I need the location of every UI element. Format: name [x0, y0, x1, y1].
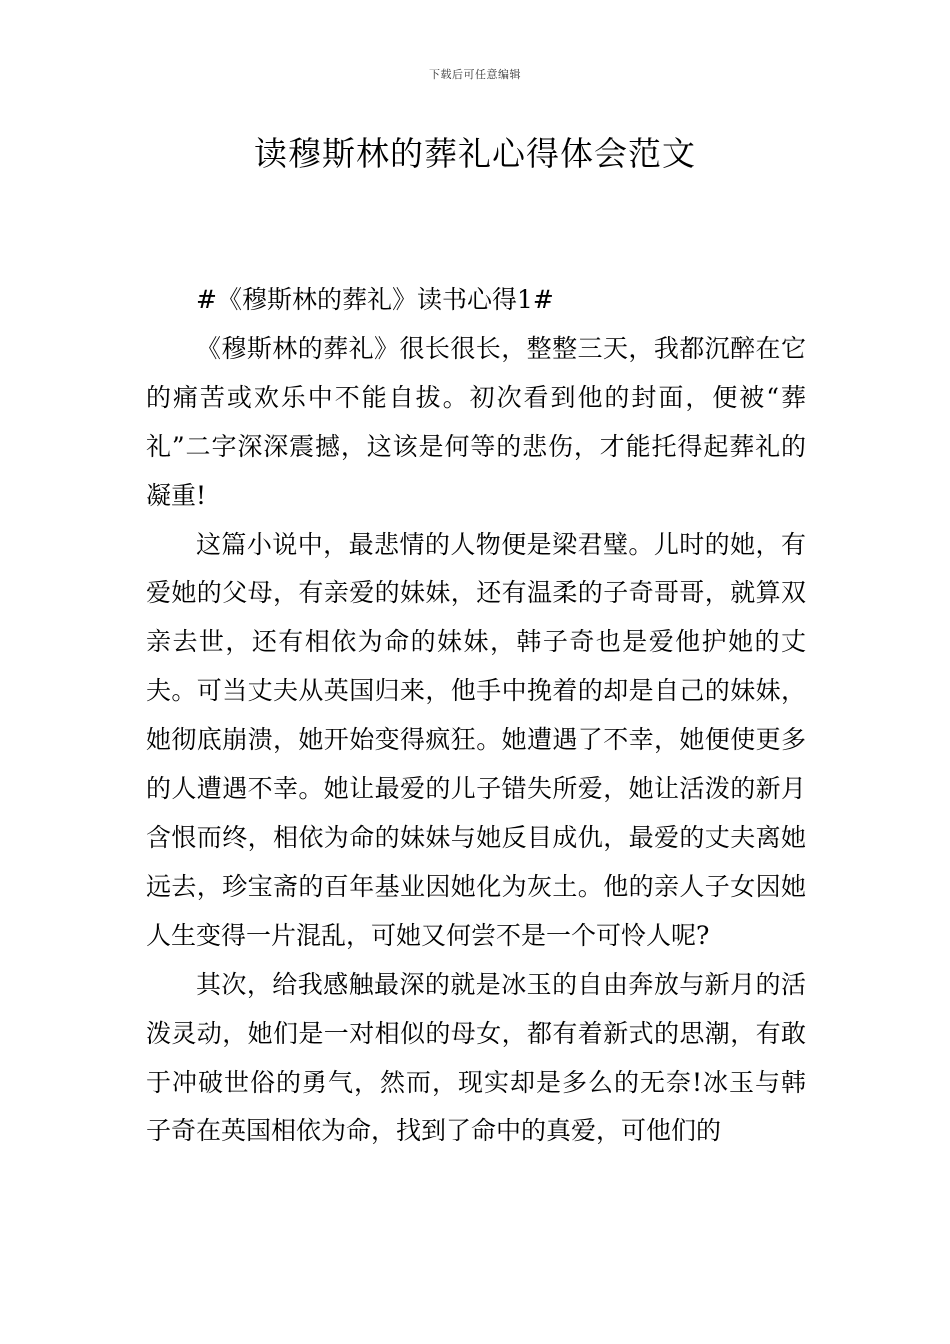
document-title: 读穆斯林的葬礼心得体会范文 — [254, 134, 696, 173]
paragraph: 其次，给我感触最深的就是冰玉的自由奔放与新月的活泼灵动，她们是一对相似的母女，都有着新式的思潮，有敢于冲破世俗的勇气，然而，现实却是多么的无奈!冰玉与韩子奇在英国相依为命，找到了命中的真爱，可他们的 — [146, 969, 806, 1146]
section-heading: #《穆斯林的葬礼》读书心得1# — [196, 285, 554, 314]
header-note: 下载后可任意编辑 — [429, 68, 521, 81]
paragraph: 这篇小说中，最悲情的人物便是梁君璧。儿时的她，有爱她的父母，有亲爱的妹妹，还有温柔的子奇哥哥，就算双亲去世，还有相依为命的妹妹，韩子奇也是爱他护她的丈夫。可当丈夫从英国归来，他手中挽着的却是自己的妹妹，她彻底崩溃，她开始变得疯狂。她遭遇了不幸，她便使更多的人遭遇不幸。她让最爱的儿子错失所爱，她让活泼的新月含恨而终，相依为命的妹妹与她反目成仇，最爱的丈夫离她远去，珍宝斋的百年基业因她化为灰土。他的亲人子女因她人生变得一片混乱，可她又何尝不是一个可怜人呢? — [146, 529, 806, 950]
document-body — [146, 276, 806, 1156]
paragraph: 《穆斯林的葬礼》很长很长，整整三天，我都沉醉在它的痛苦或欢乐中不能自拔。初次看到他的封面，便被“葬礼”二字深深震撼，这该是何等的悲伤，才能托得起葬礼的凝重! — [146, 333, 806, 510]
